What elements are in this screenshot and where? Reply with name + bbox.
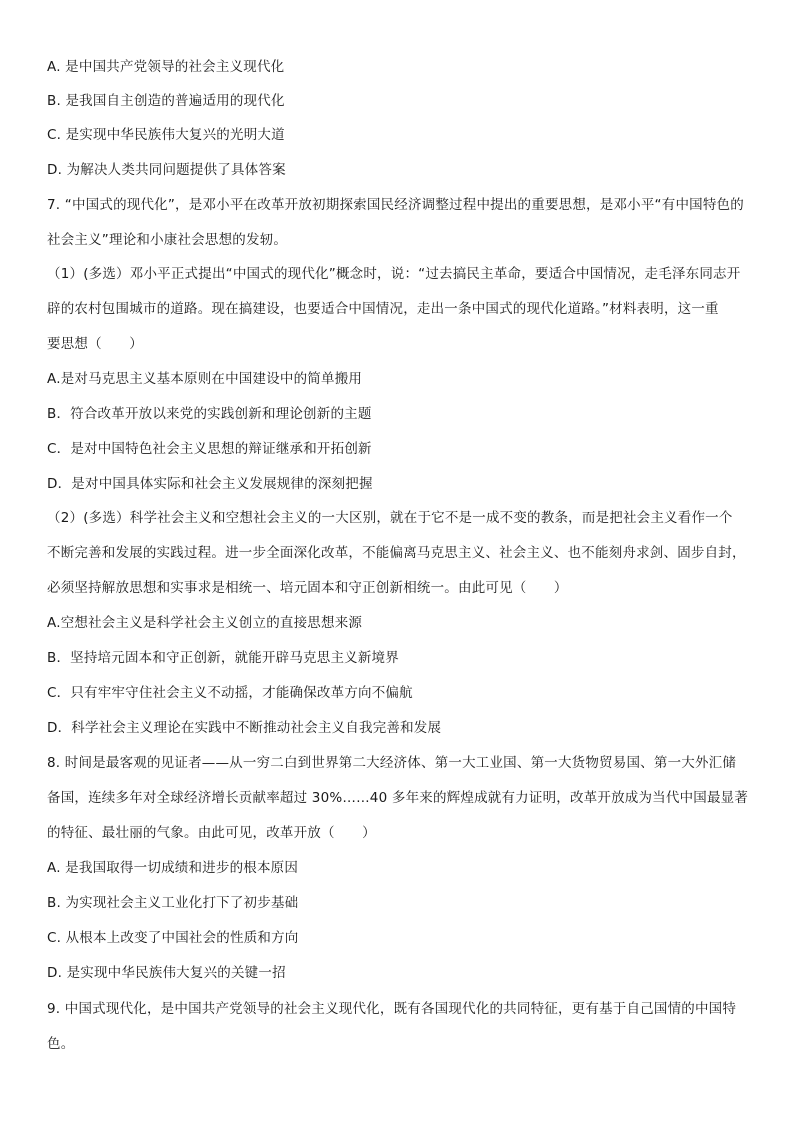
q6-option-b: B. 是我国自主创造的普遍适用的现代化 bbox=[47, 93, 285, 109]
q9-stem-line-2: 色。 bbox=[47, 1036, 75, 1052]
q7-1-stem-line-3: 要思想（ ） bbox=[47, 336, 143, 352]
q6-option-d: D. 为解决人类共同问题提供了具体答案 bbox=[47, 162, 286, 178]
q7-stem-line-1: 7. “中国式的现代化”，是邓小平在改革开放初期探索国民经济调整过程中提出的重要思想，是邓小平“有中国特色的 bbox=[47, 197, 744, 213]
q8-stem-line-2: 备国，连续多年对全球经济增长贡献率超过 30%……40 多年来的辉煌成就有力证明，改革开放成为当代中国最显著 bbox=[47, 790, 749, 806]
q6-option-a: A. 是中国共产党领导的社会主义现代化 bbox=[47, 59, 285, 75]
q7-2-stem-line-2: 不断完善和发展的实践过程。进一步全面深化改革，不能偏离马克思主义、社会主义、也不能刻舟求剑、固步自封， bbox=[47, 545, 746, 561]
q7-2-option-d: D．科学社会主义理论在实践中不断推动社会主义自我完善和发展 bbox=[47, 720, 442, 736]
q7-1-option-c: C．是对中国特色社会主义思想的辩证继承和开拓创新 bbox=[47, 441, 372, 457]
q7-2-stem-line-1: （2）(多选）科学社会主义和空想社会主义的一大区别，就在于它不是一成不变的教条，而是把社会主义看作一个 bbox=[47, 510, 733, 526]
q6-option-c: C. 是实现中华民族伟大复兴的光明大道 bbox=[47, 127, 285, 143]
q7-2-option-a: A.空想社会主义是科学社会主义创立的直接思想来源 bbox=[47, 615, 363, 631]
q7-1-stem-line-2: 辟的农村包围城市的道路。现在搞建设，也要适合中国情况，走出一条中国式的现代化道路。”材料表明，这一重 bbox=[47, 301, 719, 317]
q8-option-c: C. 从根本上改变了中国社会的性质和方向 bbox=[47, 930, 299, 946]
q8-option-a: A. 是我国取得一切成绩和进步的根本原因 bbox=[47, 860, 299, 876]
q7-1-stem-line-1: （1）(多选）邓小平正式提出“中国式的现代化”概念时，说：“过去搞民主革命，要适合中国情况，走毛泽东同志开 bbox=[47, 266, 741, 282]
q7-stem-line-2: 社会主义”理论和小康社会思想的发轫。 bbox=[47, 232, 288, 248]
q7-2-option-b: B．坚持培元固本和守正创新，就能开辟马克思主义新境界 bbox=[47, 650, 399, 666]
q8-option-d: D. 是实现中华民族伟大复兴的关键一招 bbox=[47, 965, 286, 981]
q7-1-option-a: A.是对马克思主义基本原则在中国建设中的简单搬用 bbox=[47, 371, 363, 387]
q8-stem-line-1: 8. 时间是最客观的见证者——从一穷二白到世界第二大经济体、第一大工业国、第一大货物贸易国、第一大外汇储 bbox=[47, 755, 737, 771]
q8-stem-line-3: 的特征、最壮丽的气象。由此可见，改革开放（ ） bbox=[47, 825, 376, 841]
q7-1-option-b: B．符合改革开放以来党的实践创新和理论创新的主题 bbox=[47, 406, 372, 422]
q7-2-stem-line-3: 必须坚持解放思想和实事求是相统一、培元固本和守正创新相统一。由此可见（ ） bbox=[47, 580, 568, 596]
q8-option-b: B. 为实现社会主义工业化打下了初步基础 bbox=[47, 895, 299, 911]
q7-1-option-d: D．是对中国具体实际和社会主义发展规律的深刻把握 bbox=[47, 476, 373, 492]
q7-2-option-c: C．只有牢牢守住社会主义不动摇，才能确保改革方向不偏航 bbox=[47, 685, 413, 701]
q9-stem-line-1: 9. 中国式现代化，是中国共产党领导的社会主义现代化，既有各国现代化的共同特征，更有基于自己国情的中国特 bbox=[47, 1001, 737, 1017]
